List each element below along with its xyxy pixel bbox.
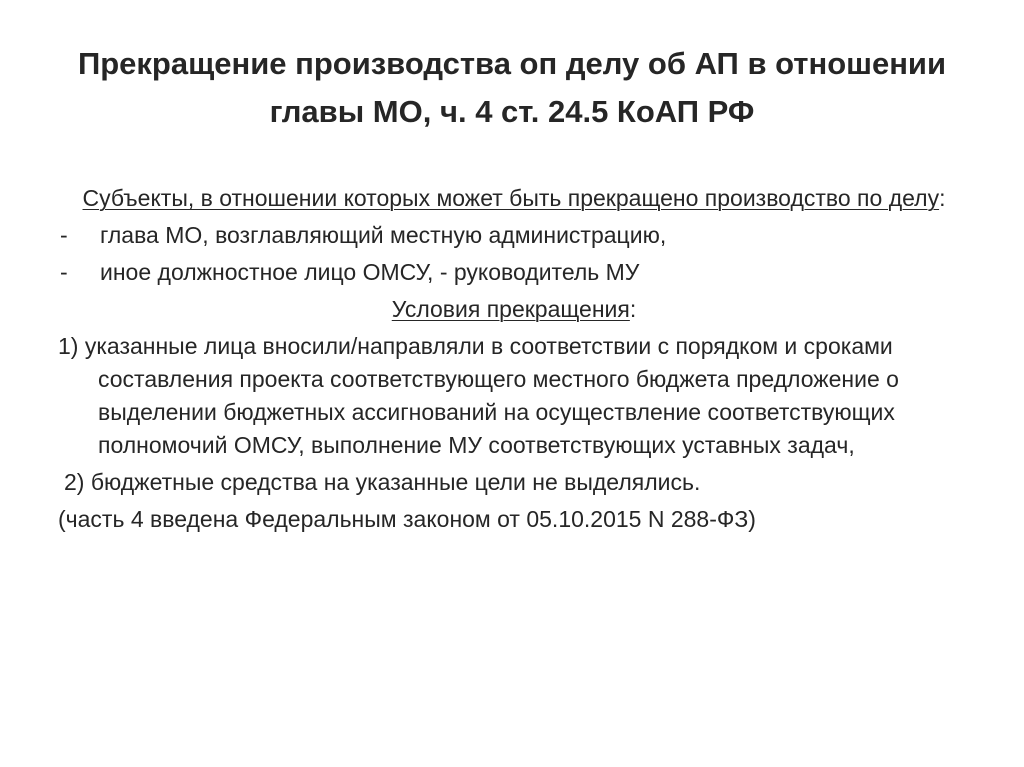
subjects-heading-text: Субъекты, в отношении которых может быть прекращено производство по делу [82, 185, 940, 211]
slide-body [58, 182, 970, 536]
bullet-item [58, 256, 970, 289]
bullet-item [58, 219, 970, 252]
condition-item: 2) бюджетные средства на указанные цели не выделялись. [64, 469, 701, 495]
bullet-marker: - [60, 222, 68, 248]
conditions-heading [58, 293, 970, 326]
slide-title: Прекращение производства оп делу об АП в отношении главы МО, ч. 4 ст. 24.5 КоАП РФ [77, 46, 947, 129]
amendment-note: (часть 4 введена Федеральным законом от 05.10.2015 N 288-ФЗ) [58, 506, 756, 532]
bullet-text: глава МО, возглавляющий местную администрацию, [100, 222, 667, 248]
subjects-heading-colon: : [939, 185, 946, 211]
subjects-heading [58, 182, 970, 215]
conditions-heading-colon: : [629, 296, 637, 322]
bullet-text: иное должностное лицо ОМСУ, - руководитель МУ [100, 259, 640, 285]
condition-item: 1) указанные лица вносили/направляли в соответствии с порядком и сроками составления проекта соответствующего местного бюджета предложение о выделении бюджетных ассигнований на осуществление соответствующих полномочий ОМСУ, выполнение МУ соответствующих уставных задач, [58, 333, 899, 458]
conditions-heading-text: Условия прекращения [391, 296, 630, 322]
bullet-marker: - [60, 259, 68, 285]
